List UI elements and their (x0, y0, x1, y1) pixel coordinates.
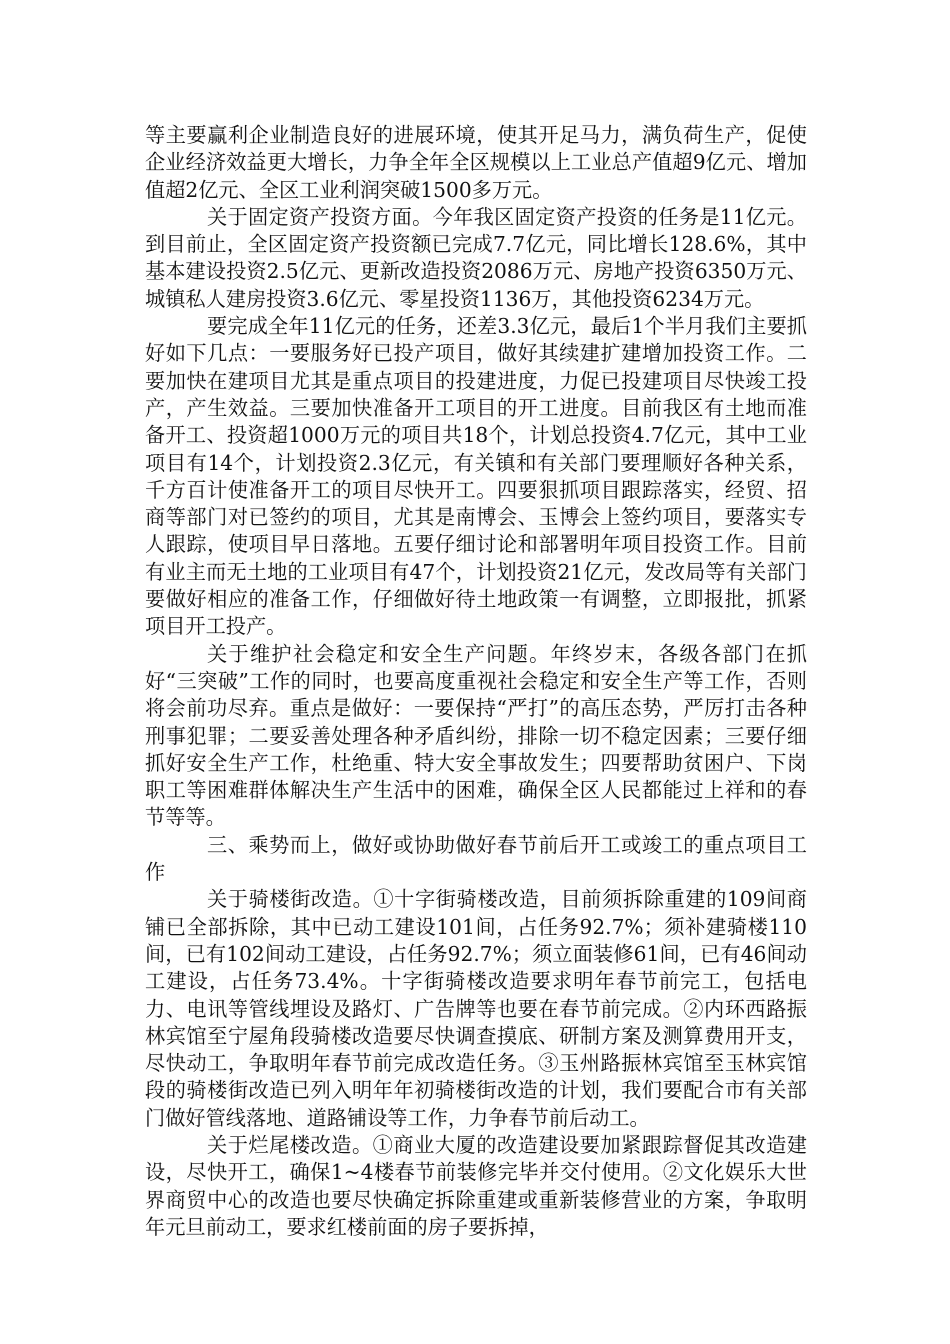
paragraph-unfinished-buildings: 关于烂尾楼改造。①商业大厦的改造建设要加紧跟踪督促其改造建设，尽快开工，确保1~4楼春节前装修完毕并交付使用。②文化娱乐大世界商贸中心的改造也要尽快确定拆除重建或重新装修营业的方案，争取明年元旦前动工，要求红楼前面的房子要拆掉， (145, 1132, 807, 1239)
paragraph-social-stability: 关于维护社会稳定和安全生产问题。年终岁末，各级各部门在抓好“三突破”工作的同时，也要高度重视社会稳定和安全生产等工作，否则将会前功尽弃。重点是做好：一要保持“严打”的高压态势，严厉打击各种刑事犯罪；二要妥善处理各种矛盾纠纷，排除一切不稳定因素；三要仔细抓好安全生产工作，杜绝重、特大安全事故发生；四要帮助贫困户、下岗职工等困难群体解决生产生活中的困难，确保全区人民都能过上祥和的春节等等。 (145, 641, 807, 830)
paragraph-industry-output: 等主要赢利企业制造良好的进展环境，使其开足马力，满负荷生产，促使企业经济效益更大增长，力争全年全区规模以上工业总产值超9亿元、增加值超2亿元、全区工业利润突破1500多万元。 (145, 123, 807, 202)
paragraph-fixed-asset-investment: 关于固定资产投资方面。今年我区固定资产投资的任务是11亿元。到目前止，全区固定资产投资额已完成7.7亿元，同比增长128.6%，其中基本建设投资2.5亿元、更新改造投资2086万元、房地产投资6350万元、城镇私人建房投资3.6亿元、零星投资1136万，其他投资6234万元。 (145, 204, 807, 311)
paragraph-arcade-street: 关于骑楼街改造。①十字街骑楼改造，目前须拆除重建的109间商铺已全部拆除，其中已动工建设101间，占任务92.7%；须补建骑楼110间，已有102间动工建设，占任务92.7%；须立面装修61间，已有46间动工建设，占任务73.4%。十字街骑楼改造要求明年春节前完工，包括电力、电讯等管线埋设及路灯、广告牌等也要在春节前完成。②内环西路振林宾馆至宁屋角段骑楼改造要尽快调查摸底、研制方案及测算费用开支，尽快动工，争取明年春节前完成改造任务。③玉州路振林宾馆至玉林宾馆段的骑楼街改造已列入明年年初骑楼街改造的计划，我们要配合市有关部门做好管线落地、道路铺设等工作，力争春节前后动工。 (145, 887, 807, 1130)
document-page (145, 122, 807, 1241)
section-heading-key-projects: 三、乘势而上，做好或协助做好春节前后开工或竣工的重点项目工作 (145, 832, 807, 885)
paragraph-investment-tasks: 要完成全年11亿元的任务，还差3.3亿元，最后1个半月我们主要抓好如下几点：一要服务好已投产项目，做好其续建扩建增加投资工作。二要加快在建项目尤其是重点项目的投建进度，力促已投建项目尽快竣工投产，产生效益。三要加快准备开工项目的开工进度。目前我区有土地而准备开工、投资超1000万元的项目共18个，计划总投资4.7亿元，其中工业项目有14个，计划投资2.3亿元，有关镇和有关部门要理顺好各种关系，千方百计使准备开工的项目尽快开工。四要狠抓项目跟踪落实，经贸、招商等部门对已签约的项目，尤其是南博会、玉博会上签约项目，要落实专人跟踪，使项目早日落地。五要仔细讨论和部署明年项目投资工作。目前有业主而无土地的工业项目有47个，计划投资21亿元，发改局等有关部门要做好相应的准备工作，仔细做好待土地政策一有调整，立即报批，抓紧项目开工投产。 (145, 314, 807, 639)
